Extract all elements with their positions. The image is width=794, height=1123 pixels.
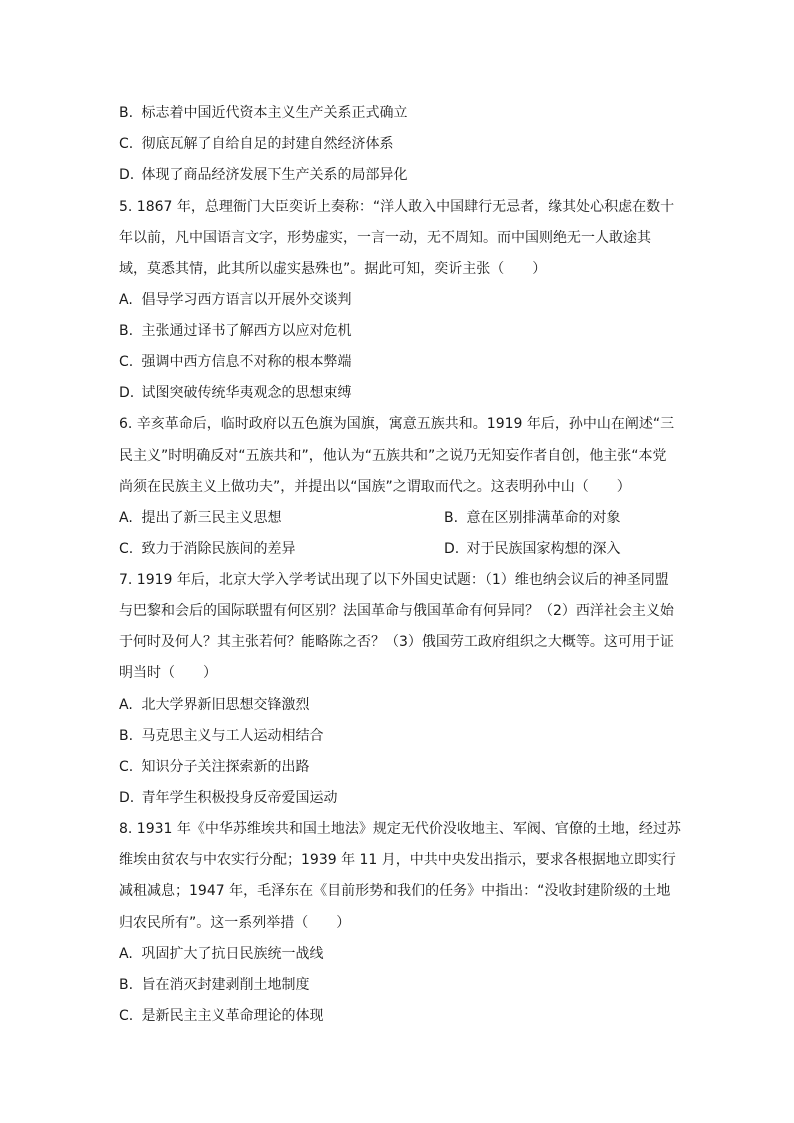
q7-stem-line: 与巴黎和会后的国际联盟有何区别？法国革命与俄国革命有何异同？（2）西洋社会主义始 (119, 603, 674, 619)
option-text: 彻底瓦解了自给自足的封建自然经济体系 (141, 136, 394, 152)
option-text: 旨在消灭封建剥削土地制度 (141, 977, 310, 993)
q5-option-b (119, 321, 351, 341)
option-text: 知识分子关注探索新的出路 (141, 759, 310, 775)
option-text: 试图突破传统华夷观念的思想束缚 (141, 385, 352, 401)
q5-option-d (119, 383, 351, 403)
q8-stem-line: 8. 1931 年《中华苏维埃共和国土地法》规定无代价没收地主、军阀、官僚的土地，经过苏 (119, 821, 681, 837)
option-text: 倡导学习西方语言以开展外交谈判 (141, 292, 352, 308)
option-label: B. (119, 728, 134, 744)
q7-option-b (119, 726, 323, 746)
q6-option-d (444, 539, 620, 559)
option-text: 提出了新三民主义思想 (141, 510, 282, 526)
option-text: 巩固扩大了抗日民族统一战线 (141, 946, 324, 962)
option-label: C. (119, 541, 134, 557)
option-text: 意在区别排满革命的对象 (466, 510, 621, 526)
option-label: D. (119, 385, 135, 401)
q7-option-d (119, 788, 337, 808)
q8-option-a (119, 944, 323, 964)
option-label: A. (119, 946, 133, 962)
q7-stem-line: 明当时（ ） (119, 665, 217, 681)
q4-option-d (119, 165, 407, 185)
option-label: B. (119, 105, 134, 121)
q8-stem-line: 维埃由贫农与中农实行分配；1939 年 11 月，中共中央发出指示，要求各根据地立即实行 (119, 852, 676, 868)
option-label: A. (119, 510, 133, 526)
option-label: B. (444, 510, 459, 526)
option-text: 马克思主义与工人运动相结合 (141, 728, 324, 744)
option-label: D. (444, 541, 460, 557)
option-text: 青年学生积极投身反帝爱国运动 (141, 790, 338, 806)
option-label: A. (119, 292, 133, 308)
q5-stem-line: 年以前，凡中国语言文字，形势虚实，一言一动，无不周知。而中国则绝无一人敢途其 (119, 230, 651, 246)
option-label: C. (119, 1008, 134, 1024)
q8-option-b (119, 975, 309, 995)
option-label: D. (119, 790, 135, 806)
q6-option-a (119, 508, 281, 528)
option-text: 强调中西方信息不对称的根本弊端 (141, 354, 352, 370)
q5-option-c (119, 352, 351, 372)
option-text: 致力于消除民族间的差异 (141, 541, 296, 557)
q7-stem-line: 7. 1919 年后，北京大学入学考试出现了以下外国史试题：（1）维也纳会议后的神圣同盟 (119, 572, 669, 588)
option-text: 是新民主主义革命理论的体现 (141, 1008, 324, 1024)
option-text: 标志着中国近代资本主义生产关系正式确立 (141, 105, 408, 121)
q5-stem-line: 域，莫悉其情，此其所以虚实悬殊也”。据此可知，奕䜣主张（ ） (119, 261, 547, 277)
option-label: C. (119, 759, 134, 775)
q4-option-b (119, 103, 407, 123)
q5-stem-line: 5. 1867 年，总理衙门大臣奕䜣上奏称：“洋人敢入中国肆行无忌者，缘其处心积虑在数十 (119, 199, 675, 215)
option-label: B. (119, 977, 134, 993)
q5-option-a (119, 290, 351, 310)
option-text: 对于民族国家构想的深入 (466, 541, 621, 557)
q6-stem-line: 6. 辛亥革命后，临时政府以五色旗为国旗，寓意五族共和。1919 年后，孙中山在阐述“三 (119, 416, 675, 432)
q6-option-c (119, 539, 295, 559)
q6-stem-line: 民主义”时明确反对“五族共和”，他认为“五族共和”之说乃无知妄作者自创，他主张“本党 (119, 448, 667, 464)
q8-stem-line: 归农民所有”。这一系列举措（ ） (119, 915, 351, 931)
q4-option-c (119, 134, 393, 154)
q7-option-c (119, 757, 309, 777)
q6-option-b (444, 508, 620, 528)
option-label: C. (119, 136, 134, 152)
option-text: 体现了商品经济发展下生产关系的局部异化 (141, 167, 408, 183)
option-label: D. (119, 167, 135, 183)
q7-stem-line: 于何时及何人？其主张若何？能略陈之否？（3）俄国劳工政府组织之大概等。这可用于证 (119, 634, 674, 650)
q8-option-c (119, 1006, 323, 1026)
option-label: C. (119, 354, 134, 370)
q8-stem-line: 减租减息；1947 年，毛泽东在《目前形势和我们的任务》中指出：“没收封建阶级的土地 (119, 883, 671, 899)
q7-option-a (119, 695, 309, 715)
option-text: 北大学界新旧思想交锋激烈 (141, 697, 310, 713)
option-label: B. (119, 323, 134, 339)
q6-stem-line: 尚须在民族主义上做功夫”，并提出以“国族”之谓取而代之。这表明孙中山（ ） (119, 479, 631, 495)
option-label: A. (119, 697, 133, 713)
option-text: 主张通过译书了解西方以应对危机 (141, 323, 352, 339)
